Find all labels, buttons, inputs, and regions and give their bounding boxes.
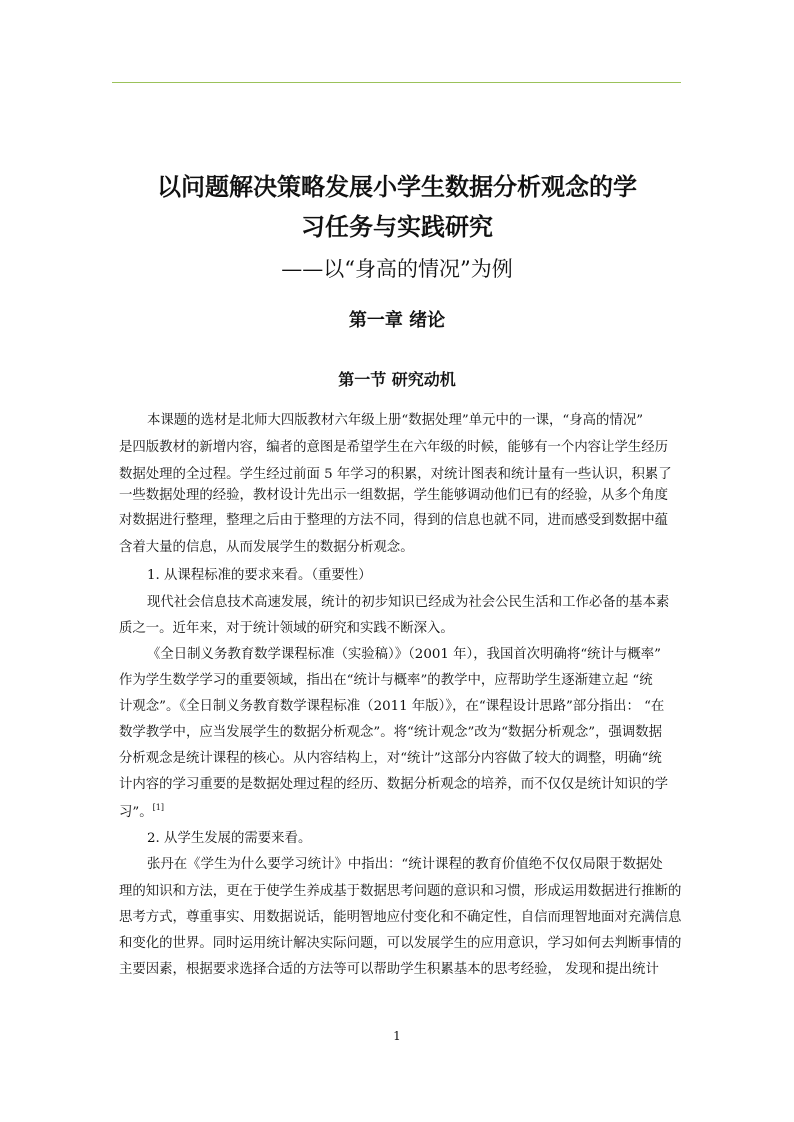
body-line: 是四版教材的新增内容，编者的意图是希望学生在六年级的时候，能够有一个内容让学生经历 — [119, 440, 669, 455]
body-line: 数学教学中，应当发展学生的数据分析观念”。将“统计观念”改为“数据分析观念”，强调数据 — [119, 725, 663, 740]
body-line: 一些数据处理的经验，教材设计先出示一组数据，学生能够调动他们已有的经验，从多个角度 — [119, 488, 669, 503]
body-line: 张丹在《学生为什么要学习统计》中指出：“统计课程的教育价值绝不仅仅局限于数据处 — [147, 857, 663, 872]
body-line: 含着大量的信息，从而发展学生的数据分析观念。 — [119, 540, 414, 555]
subtitle: ——以“身高的情况”为例 — [281, 257, 513, 281]
body-line: 作为学生数学学习的重要领域，指出在“统计与概率”的教学中，应帮助学生逐渐建立起 “统 — [119, 673, 653, 688]
body-line-text: 习”。 — [119, 805, 153, 820]
body-line: 《全日制义务教育数学课程标准（实验稿）》（2001 年），我国首次明确将“统计与概率” — [147, 647, 661, 662]
title-line-2: 习任务与实践研究 — [301, 213, 493, 241]
body-line: 计观念”。《全日制义务教育数学课程标准（2011 年版）》，在“课程设计思路”部分指出： “在 — [119, 699, 665, 714]
body-line: 分析观念是统计课程的核心。从内容结构上，对“统计”这部分内容做了较大的调整，明确“统 — [119, 751, 662, 766]
body-line: 计内容的学习重要的是数据处理过程的经历、数据分析观念的培养，而不仅仅是统计知识的学 — [119, 777, 669, 792]
body-line: 本课题的选材是北师大四版教材六年级上册“数据处理”单元中的一课，“身高的情况” — [147, 413, 644, 428]
body-line: 现代社会信息技术高速发展，统计的初步知识已经成为社会公民生活和工作必备的基本素 — [147, 595, 670, 610]
body-line: 主要因素，根据要求选择合适的方法等可以帮助学生积累基本的思考经验， 发现和提出统计 — [119, 962, 659, 977]
section-heading: 第一节 研究动机 — [338, 370, 456, 389]
header-rule — [112, 82, 681, 83]
body-line: 数据处理的全过程。学生经过前面 5 年学习的积累，对统计图表和统计量有一些认识，积累了 — [119, 467, 672, 482]
body-line: 理的知识和方法，更在于使学生养成基于数据思考问题的意识和习惯，形成运用数据进行推断的 — [119, 884, 682, 899]
page-number: 1 — [393, 1029, 401, 1043]
body-line: 1. 从课程标准的要求来看。（重要性） — [147, 568, 372, 583]
body-line: 2. 从学生发展的需要来看。 — [147, 831, 312, 846]
body-line — [119, 800, 684, 826]
title-line-1: 以问题解决策略发展小学生数据分析观念的学 — [157, 173, 637, 201]
body-line: 思考方式，尊重事实、用数据说话，能明智地应付变化和不确定性，自信而理智地面对充满信息 — [119, 910, 682, 925]
chapter-heading: 第一章 绪论 — [348, 310, 446, 331]
citation-marker: [1] — [152, 803, 164, 812]
body-line: 对数据进行整理，整理之后由于整理的方法不同，得到的信息也就不同，进而感受到数据中蕴 — [119, 513, 669, 528]
body-line: 质之一。近年来，对于统计领域的研究和实践不断深入。 — [119, 621, 454, 636]
body-line: 和变化的世界。同时运用统计解决实际问题，可以发展学生的应用意识，学习如何去判断事情的 — [119, 936, 682, 951]
